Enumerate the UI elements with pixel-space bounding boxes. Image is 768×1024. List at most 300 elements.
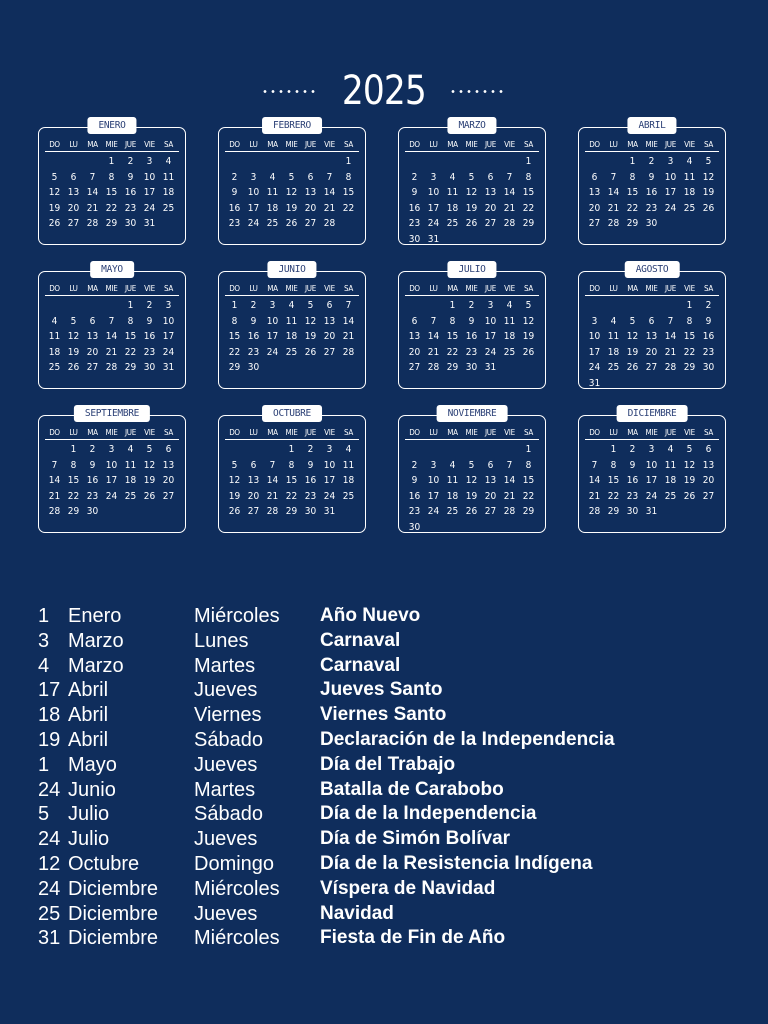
holiday-day: 18 — [38, 704, 61, 727]
day-number: 18 — [266, 202, 279, 214]
day-number: 3 — [430, 171, 437, 183]
day-number: 10 — [484, 315, 497, 327]
day-number: 7 — [610, 171, 617, 183]
day-number: 27 — [408, 362, 421, 373]
day-number: 3 — [487, 300, 494, 311]
day-number: 21 — [48, 490, 61, 502]
holiday-weekday: Jueves — [194, 753, 258, 776]
day-number: 7 — [326, 171, 333, 183]
weekday-label: VIE — [504, 284, 515, 293]
weekday-header-row — [225, 428, 359, 440]
day-number: 5 — [307, 300, 314, 311]
day-number: 8 — [231, 315, 238, 327]
day-number: 28 — [342, 346, 355, 358]
day-number: 6 — [326, 300, 333, 311]
day-number: 18 — [607, 346, 620, 358]
day-number: 28 — [266, 506, 279, 517]
day-number: 13 — [67, 187, 80, 198]
day-number: 19 — [465, 202, 478, 214]
day-number: 31 — [143, 218, 156, 229]
empty-day-cell — [443, 442, 462, 458]
day-number: 2 — [127, 156, 134, 167]
day-number: 26 — [465, 218, 478, 229]
day-number: 11 — [48, 331, 61, 342]
month-name-label: DICIEMBRE — [617, 405, 688, 422]
empty-day-cell — [45, 442, 64, 458]
weekday-label: MA — [447, 428, 458, 437]
month-body — [578, 416, 726, 520]
day-number: 19 — [702, 187, 715, 198]
day-number: 1 — [610, 444, 617, 455]
day-number: 22 — [522, 490, 535, 502]
weekday-label: VIE — [684, 140, 695, 149]
day-number: 9 — [411, 475, 418, 486]
weekday-label: VIE — [324, 428, 335, 437]
month-body — [218, 272, 366, 376]
empty-day-cell — [282, 154, 301, 170]
day-number: 22 — [683, 346, 696, 358]
day-number: 27 — [304, 218, 317, 229]
weekday-label: LU — [429, 428, 438, 437]
day-number: 5 — [629, 315, 636, 327]
holiday-weekday: Martes — [194, 778, 256, 801]
day-number: 21 — [323, 202, 336, 214]
month-calendar — [398, 403, 546, 533]
day-number: 3 — [108, 444, 115, 455]
weekday-label: SA — [703, 140, 714, 149]
day-number: 10 — [266, 315, 279, 327]
empty-day-cell — [500, 442, 519, 458]
empty-day-cell — [585, 298, 604, 314]
day-number: 13 — [702, 459, 715, 471]
weekday-label: VIE — [504, 140, 515, 149]
day-grid — [45, 154, 179, 232]
month-name-label: JULIO — [447, 261, 496, 278]
day-number: 10 — [143, 171, 156, 183]
day-number: 13 — [86, 331, 99, 342]
weekday-label: SA — [343, 428, 354, 437]
day-number: 24 — [427, 506, 440, 517]
day-number: 9 — [250, 315, 257, 327]
holiday-weekday: Miércoles — [194, 877, 280, 900]
day-number: 27 — [484, 218, 497, 229]
day-number: 9 — [629, 459, 636, 471]
day-number: 28 — [607, 218, 620, 229]
weekday-header-row — [45, 428, 179, 440]
weekday-label: MIE — [285, 284, 298, 293]
month-calendar — [398, 115, 546, 245]
day-number: 31 — [588, 377, 601, 389]
day-number: 17 — [664, 187, 677, 198]
day-number: 4 — [51, 315, 58, 327]
weekday-header-row — [405, 140, 539, 152]
weekday-header-row — [585, 284, 719, 296]
weekday-label: LU — [609, 140, 618, 149]
weekday-label: SA — [343, 284, 354, 293]
empty-day-cell — [500, 154, 519, 170]
day-grid — [225, 298, 359, 376]
day-number: 14 — [266, 475, 279, 486]
day-number: 26 — [626, 362, 639, 373]
month-calendar — [38, 403, 186, 533]
holiday-month: Diciembre — [68, 877, 159, 900]
day-number: 9 — [127, 171, 134, 183]
holiday-name: Día de Simón Bolívar — [320, 828, 511, 850]
weekday-header-row — [585, 428, 719, 440]
day-number: 12 — [626, 331, 639, 342]
day-number: 29 — [607, 506, 620, 517]
day-number: 14 — [503, 475, 516, 486]
holiday-month: Abril — [68, 728, 109, 751]
day-number: 31 — [645, 506, 658, 517]
holiday-row — [38, 802, 738, 827]
weekday-label: SA — [703, 284, 714, 293]
day-number: 30 — [247, 362, 260, 373]
day-number: 18 — [48, 346, 61, 358]
day-number: 1 — [70, 444, 77, 455]
weekday-label: VIE — [144, 284, 155, 293]
day-number: 21 — [342, 331, 355, 342]
day-number: 2 — [648, 156, 655, 167]
day-number: 2 — [307, 444, 314, 455]
empty-day-cell — [604, 298, 623, 314]
weekday-label: DO — [409, 140, 420, 149]
day-number: 11 — [664, 459, 677, 471]
holiday-row — [38, 728, 738, 753]
holiday-name: Jueves Santo — [320, 679, 443, 701]
weekday-label: JUE — [664, 428, 677, 437]
holiday-weekday: Viernes — [194, 704, 262, 727]
weekday-label: MIE — [645, 140, 658, 149]
day-number: 13 — [408, 331, 421, 342]
day-number: 9 — [307, 459, 314, 471]
day-number: 17 — [162, 331, 175, 342]
weekday-label: MA — [627, 428, 638, 437]
weekday-label: JUE — [484, 428, 497, 437]
weekday-label: VIE — [684, 284, 695, 293]
day-number: 23 — [626, 490, 639, 502]
day-number: 26 — [702, 202, 715, 214]
day-number: 20 — [484, 202, 497, 214]
day-number: 25 — [285, 346, 298, 358]
weekday-label: MIE — [645, 428, 658, 437]
day-number: 30 — [702, 362, 715, 373]
empty-day-cell — [263, 154, 282, 170]
day-number: 7 — [506, 459, 513, 471]
day-number: 18 — [446, 202, 459, 214]
weekday-header-row — [405, 284, 539, 296]
day-number: 15 — [228, 331, 241, 342]
day-number: 3 — [165, 300, 172, 311]
day-number: 21 — [503, 202, 516, 214]
empty-day-cell — [443, 154, 462, 170]
day-number: 20 — [304, 202, 317, 214]
day-number: 13 — [588, 187, 601, 198]
months-grid — [38, 115, 726, 533]
day-number: 19 — [683, 475, 696, 486]
day-number: 4 — [449, 171, 456, 183]
day-number: 14 — [323, 187, 336, 198]
holiday-weekday: Lunes — [194, 629, 249, 652]
day-number: 8 — [686, 315, 693, 327]
day-number: 12 — [228, 475, 241, 486]
day-number: 6 — [487, 459, 494, 471]
day-number: 17 — [143, 187, 156, 198]
day-number: 11 — [446, 475, 459, 486]
weekday-label: VIE — [324, 140, 335, 149]
holiday-name: Año Nuevo — [320, 605, 421, 626]
day-number: 7 — [108, 315, 115, 327]
weekday-label: JUE — [664, 284, 677, 293]
day-number: 14 — [664, 331, 677, 342]
month-body — [38, 128, 186, 232]
holiday-name: Carnaval — [320, 629, 401, 651]
day-number: 1 — [449, 300, 456, 311]
weekday-header-row — [45, 140, 179, 152]
day-number: 4 — [610, 315, 617, 327]
empty-day-cell — [424, 298, 443, 314]
day-number: 10 — [105, 459, 118, 471]
weekday-label: MA — [627, 284, 638, 293]
month-name-label: AGOSTO — [625, 261, 680, 278]
day-number: 10 — [588, 331, 601, 342]
holiday-name: Víspera de Navidad — [320, 877, 496, 899]
weekday-label: MA — [267, 428, 278, 437]
weekday-label: MIE — [465, 428, 478, 437]
empty-day-cell — [405, 154, 424, 170]
empty-day-cell — [405, 298, 424, 314]
day-number: 19 — [143, 475, 156, 486]
empty-day-cell — [481, 154, 500, 170]
day-number: 22 — [228, 346, 241, 358]
day-number: 3 — [430, 459, 437, 471]
day-number: 17 — [323, 475, 336, 486]
day-number: 20 — [484, 490, 497, 502]
day-number: 1 — [127, 300, 134, 311]
holiday-row — [38, 604, 738, 629]
day-number: 9 — [648, 171, 655, 183]
day-number: 30 — [408, 521, 421, 533]
day-number: 8 — [610, 459, 617, 471]
day-number: 19 — [67, 346, 80, 358]
holiday-row — [38, 678, 738, 703]
day-number: 19 — [228, 490, 241, 502]
empty-day-cell — [585, 154, 604, 170]
holiday-row — [38, 877, 738, 902]
day-number: 11 — [607, 331, 620, 342]
day-number: 23 — [408, 506, 421, 517]
day-number: 15 — [607, 475, 620, 486]
day-number: 30 — [626, 506, 639, 517]
day-number: 18 — [664, 475, 677, 486]
day-number: 6 — [705, 444, 712, 455]
year-title: 2025 — [341, 68, 427, 114]
day-number: 7 — [506, 171, 513, 183]
day-number: 21 — [105, 346, 118, 358]
day-number: 11 — [446, 187, 459, 198]
empty-day-cell — [623, 298, 642, 314]
day-number: 16 — [228, 202, 241, 214]
day-number: 12 — [143, 459, 156, 471]
day-number: 14 — [588, 475, 601, 486]
month-body — [398, 416, 546, 535]
day-number: 20 — [645, 346, 658, 358]
day-number: 29 — [683, 362, 696, 373]
holiday-day: 12 — [38, 852, 61, 875]
day-number: 28 — [105, 362, 118, 373]
day-number: 29 — [67, 506, 80, 517]
month-name-label: ENERO — [87, 117, 136, 134]
day-number: 7 — [591, 459, 598, 471]
month-calendar — [38, 259, 186, 389]
holiday-name: Día del Trabajo — [320, 753, 456, 775]
holiday-row — [38, 902, 738, 927]
day-number: 11 — [285, 315, 298, 327]
holiday-row — [38, 703, 738, 728]
day-number: 11 — [124, 459, 137, 471]
day-number: 5 — [51, 171, 58, 183]
day-number: 4 — [345, 444, 352, 455]
day-number: 3 — [591, 315, 598, 327]
day-number: 8 — [629, 171, 636, 183]
weekday-label: VIE — [144, 140, 155, 149]
day-number: 22 — [607, 490, 620, 502]
weekday-label: MA — [447, 140, 458, 149]
holiday-row — [38, 926, 738, 951]
holiday-name: Batalla de Carabobo — [320, 778, 504, 800]
empty-day-cell — [320, 154, 339, 170]
day-number: 20 — [408, 346, 421, 358]
day-number: 17 — [427, 490, 440, 502]
day-number: 26 — [143, 490, 156, 502]
weekday-label: MIE — [645, 284, 658, 293]
day-number: 19 — [285, 202, 298, 214]
day-number: 29 — [228, 362, 241, 373]
day-number: 19 — [304, 331, 317, 342]
day-number: 12 — [304, 315, 317, 327]
day-number: 4 — [269, 171, 276, 183]
holiday-day: 24 — [38, 778, 61, 801]
month-body — [578, 272, 726, 391]
day-number: 13 — [247, 475, 260, 486]
weekday-header-row — [585, 140, 719, 152]
day-number: 12 — [48, 187, 61, 198]
day-number: 13 — [484, 475, 497, 486]
month-body — [38, 416, 186, 520]
holiday-weekday: Domingo — [194, 852, 275, 875]
day-number: 21 — [588, 490, 601, 502]
weekday-label: DO — [589, 140, 600, 149]
day-number: 9 — [705, 315, 712, 327]
day-number: 7 — [89, 171, 96, 183]
weekday-label: JUE — [124, 140, 137, 149]
holiday-day: 24 — [38, 877, 61, 900]
day-number: 5 — [525, 300, 532, 311]
day-number: 2 — [250, 300, 257, 311]
day-number: 11 — [683, 171, 696, 183]
weekday-label: SA — [703, 428, 714, 437]
day-number: 5 — [231, 459, 238, 471]
day-number: 16 — [86, 475, 99, 486]
day-number: 20 — [323, 331, 336, 342]
month-calendar — [218, 259, 366, 389]
day-number: 22 — [626, 202, 639, 214]
empty-day-cell — [64, 298, 83, 314]
day-grid — [45, 442, 179, 520]
day-number: 4 — [127, 444, 134, 455]
day-number: 24 — [484, 346, 497, 358]
month-name-label: NOVIEMBRE — [437, 405, 508, 422]
empty-day-cell — [244, 154, 263, 170]
day-number: 24 — [323, 490, 336, 502]
day-number: 22 — [342, 202, 355, 214]
day-number: 9 — [231, 187, 238, 198]
month-calendar — [578, 403, 726, 533]
empty-day-cell — [585, 442, 604, 458]
day-number: 8 — [70, 459, 77, 471]
weekday-label: MA — [87, 428, 98, 437]
day-number: 5 — [288, 171, 295, 183]
day-number: 15 — [522, 475, 535, 486]
day-number: 2 — [411, 171, 418, 183]
weekday-label: JUE — [484, 140, 497, 149]
day-number: 15 — [124, 331, 137, 342]
holiday-row — [38, 778, 738, 803]
holiday-day: 17 — [38, 679, 61, 702]
day-number: 20 — [86, 346, 99, 358]
day-number: 12 — [522, 315, 535, 327]
day-number: 26 — [48, 218, 61, 229]
day-number: 23 — [124, 202, 137, 214]
day-number: 25 — [446, 218, 459, 229]
day-number: 24 — [664, 202, 677, 214]
day-number: 5 — [468, 459, 475, 471]
day-number: 16 — [304, 475, 317, 486]
day-number: 14 — [86, 187, 99, 198]
day-number: 12 — [702, 171, 715, 183]
day-number: 7 — [269, 459, 276, 471]
day-number: 27 — [247, 506, 260, 517]
day-number: 4 — [165, 156, 172, 167]
day-number: 8 — [525, 171, 532, 183]
day-number: 2 — [468, 300, 475, 311]
weekday-label: VIE — [684, 428, 695, 437]
day-number: 13 — [645, 331, 658, 342]
day-number: 3 — [146, 156, 153, 167]
day-number: 3 — [326, 444, 333, 455]
month-body — [218, 128, 366, 232]
day-number: 6 — [250, 459, 257, 471]
day-number: 10 — [427, 187, 440, 198]
day-number: 3 — [269, 300, 276, 311]
day-number: 8 — [525, 459, 532, 471]
day-number: 16 — [408, 202, 421, 214]
day-number: 28 — [588, 506, 601, 517]
empty-day-cell — [604, 154, 623, 170]
day-number: 1 — [231, 300, 238, 311]
day-number: 28 — [503, 218, 516, 229]
day-number: 17 — [645, 475, 658, 486]
day-number: 22 — [105, 202, 118, 214]
empty-day-cell — [225, 154, 244, 170]
day-number: 18 — [124, 475, 137, 486]
empty-day-cell — [405, 442, 424, 458]
day-number: 6 — [648, 315, 655, 327]
day-number: 17 — [427, 202, 440, 214]
holiday-list — [38, 604, 738, 951]
day-number: 29 — [285, 506, 298, 517]
month-body — [578, 128, 726, 232]
